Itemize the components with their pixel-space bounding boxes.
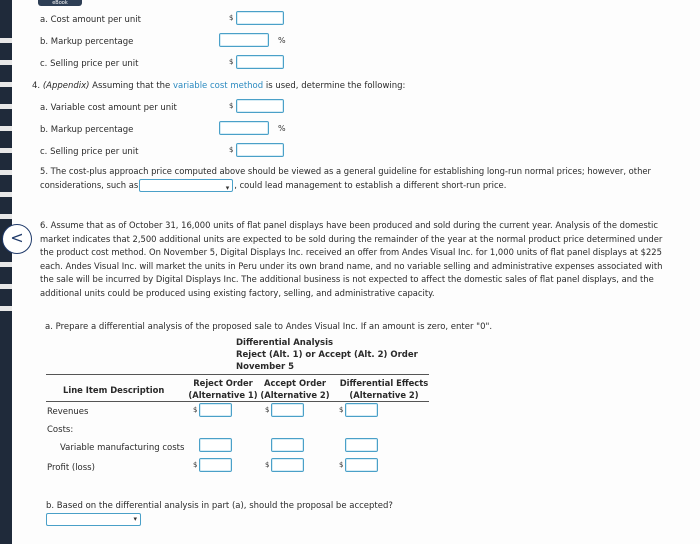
- back-button[interactable]: [2, 224, 32, 254]
- sidebar-marker: [0, 214, 12, 219]
- markup-percentage-input[interactable]: [219, 33, 269, 47]
- sidebar-marker: [0, 170, 12, 175]
- row-variable-costs-label: Variable manufacturing costs: [60, 443, 185, 453]
- col-accept-order: Accept Order (Alternative 2): [260, 378, 330, 400]
- cost-amount-input[interactable]: [236, 11, 284, 25]
- table-top-rule: [46, 374, 429, 375]
- currency-symbol: $: [193, 406, 198, 414]
- left-sidebar: [0, 0, 12, 544]
- col-differential-effects: Differential Effects (Alternative 2): [339, 378, 429, 400]
- selling-price-input-2[interactable]: [236, 143, 284, 157]
- section4-heading: 4. (Appendix) Assuming that the variable cost method is used, determine the following:: [32, 81, 406, 91]
- revenues-alt2-input[interactable]: [271, 403, 304, 417]
- currency-symbol: $: [229, 14, 234, 22]
- variable-costs-alt2-input[interactable]: [271, 438, 304, 452]
- markup-percentage-input-2[interactable]: [219, 121, 269, 135]
- row-revenues-label: Revenues: [47, 407, 89, 417]
- revenues-diff-input[interactable]: [345, 403, 378, 417]
- profit-alt2-input[interactable]: [271, 458, 304, 472]
- row-profit-label: Profit (loss): [47, 463, 95, 473]
- chevron-down-icon: ▾: [133, 515, 137, 523]
- markup-percentage-label: b. Markup percentage: [40, 37, 134, 47]
- percent-symbol: %: [278, 124, 286, 133]
- selling-price-label-2: c. Selling price per unit: [40, 147, 139, 157]
- section5-text: 5. The cost-plus approach price computed above should be viewed as a general guideline for establishing long-run normal prices; however, other considerations, such as ▾ , could lead management to establish a different short-run price.: [40, 164, 690, 192]
- ebook-tab[interactable]: eBook: [38, 0, 82, 6]
- currency-symbol: $: [339, 461, 344, 469]
- markup-percentage-label-2: b. Markup percentage: [40, 125, 134, 135]
- sidebar-marker: [0, 306, 12, 311]
- currency-symbol: $: [229, 102, 234, 110]
- sidebar-marker: [0, 82, 12, 87]
- row-costs-label: Costs:: [47, 425, 74, 435]
- profit-alt1-input[interactable]: [199, 458, 232, 472]
- section6-paragraph: 6. Assume that as of October 31, 16,000 units of flat panel displays have been produced and sold during the current year. Analysis of the domestic market indicates that 2,500 additional units are expected to be sold during the remainder of the year at the normal product price determined under the product cost method. On November 5, Digital Displays Inc. received an offer from Andes Visual Inc. for 1,000 units of flat panel displays at $225 each. Andes Visual Inc. will market the units in Peru under its own brand name, and no variable selling and administrative expenses associated with the sale will be incurred by Digital Displays Inc. The additional business is not expected to affect the domestic sales of flat panel displays, and the additional units could be produced using existing factory, selling, and administrative capacity.: [40, 220, 663, 298]
- sidebar-marker: [0, 284, 12, 289]
- sidebar-marker: [0, 192, 12, 197]
- currency-symbol: $: [339, 406, 344, 414]
- variable-costs-alt1-input[interactable]: [199, 438, 232, 452]
- profit-diff-input[interactable]: [345, 458, 378, 472]
- part-b-question: b. Based on the differential analysis in part (a), should the proposal be accepted?: [46, 501, 393, 511]
- sidebar-marker: [0, 126, 12, 131]
- selling-price-input[interactable]: [236, 55, 284, 69]
- chevron-left-icon: <: [10, 228, 24, 247]
- selling-price-label: c. Selling price per unit: [40, 59, 139, 69]
- considerations-dropdown[interactable]: [139, 179, 233, 192]
- currency-symbol: $: [193, 461, 198, 469]
- sidebar-marker: [0, 38, 12, 43]
- variable-cost-label: a. Variable cost amount per unit: [40, 103, 177, 113]
- accept-proposal-dropdown[interactable]: [46, 513, 141, 526]
- variable-cost-method-link[interactable]: variable cost method: [173, 81, 264, 91]
- revenues-alt1-input[interactable]: [199, 403, 232, 417]
- variable-costs-diff-input[interactable]: [345, 438, 378, 452]
- sidebar-marker: [0, 60, 12, 65]
- chevron-down-icon: ▾: [225, 184, 230, 192]
- sidebar-marker: [0, 104, 12, 109]
- sidebar-marker: [0, 262, 12, 267]
- cost-amount-label: a. Cost amount per unit: [40, 15, 141, 25]
- currency-symbol: $: [229, 146, 234, 154]
- col-line-item-description: Line Item Description: [63, 385, 165, 395]
- currency-symbol: $: [229, 58, 234, 66]
- part-a-instruction: a. Prepare a differential analysis of the proposed sale to Andes Visual Inc. If an amount is zero, enter "0".: [45, 322, 493, 332]
- table-header-rule: [46, 401, 429, 402]
- currency-symbol: $: [265, 406, 270, 414]
- sidebar-marker: [0, 148, 12, 153]
- currency-symbol: $: [265, 461, 270, 469]
- variable-cost-input[interactable]: [236, 99, 284, 113]
- percent-symbol: %: [278, 36, 286, 45]
- col-reject-order: Reject Order (Alternative 1): [188, 378, 258, 400]
